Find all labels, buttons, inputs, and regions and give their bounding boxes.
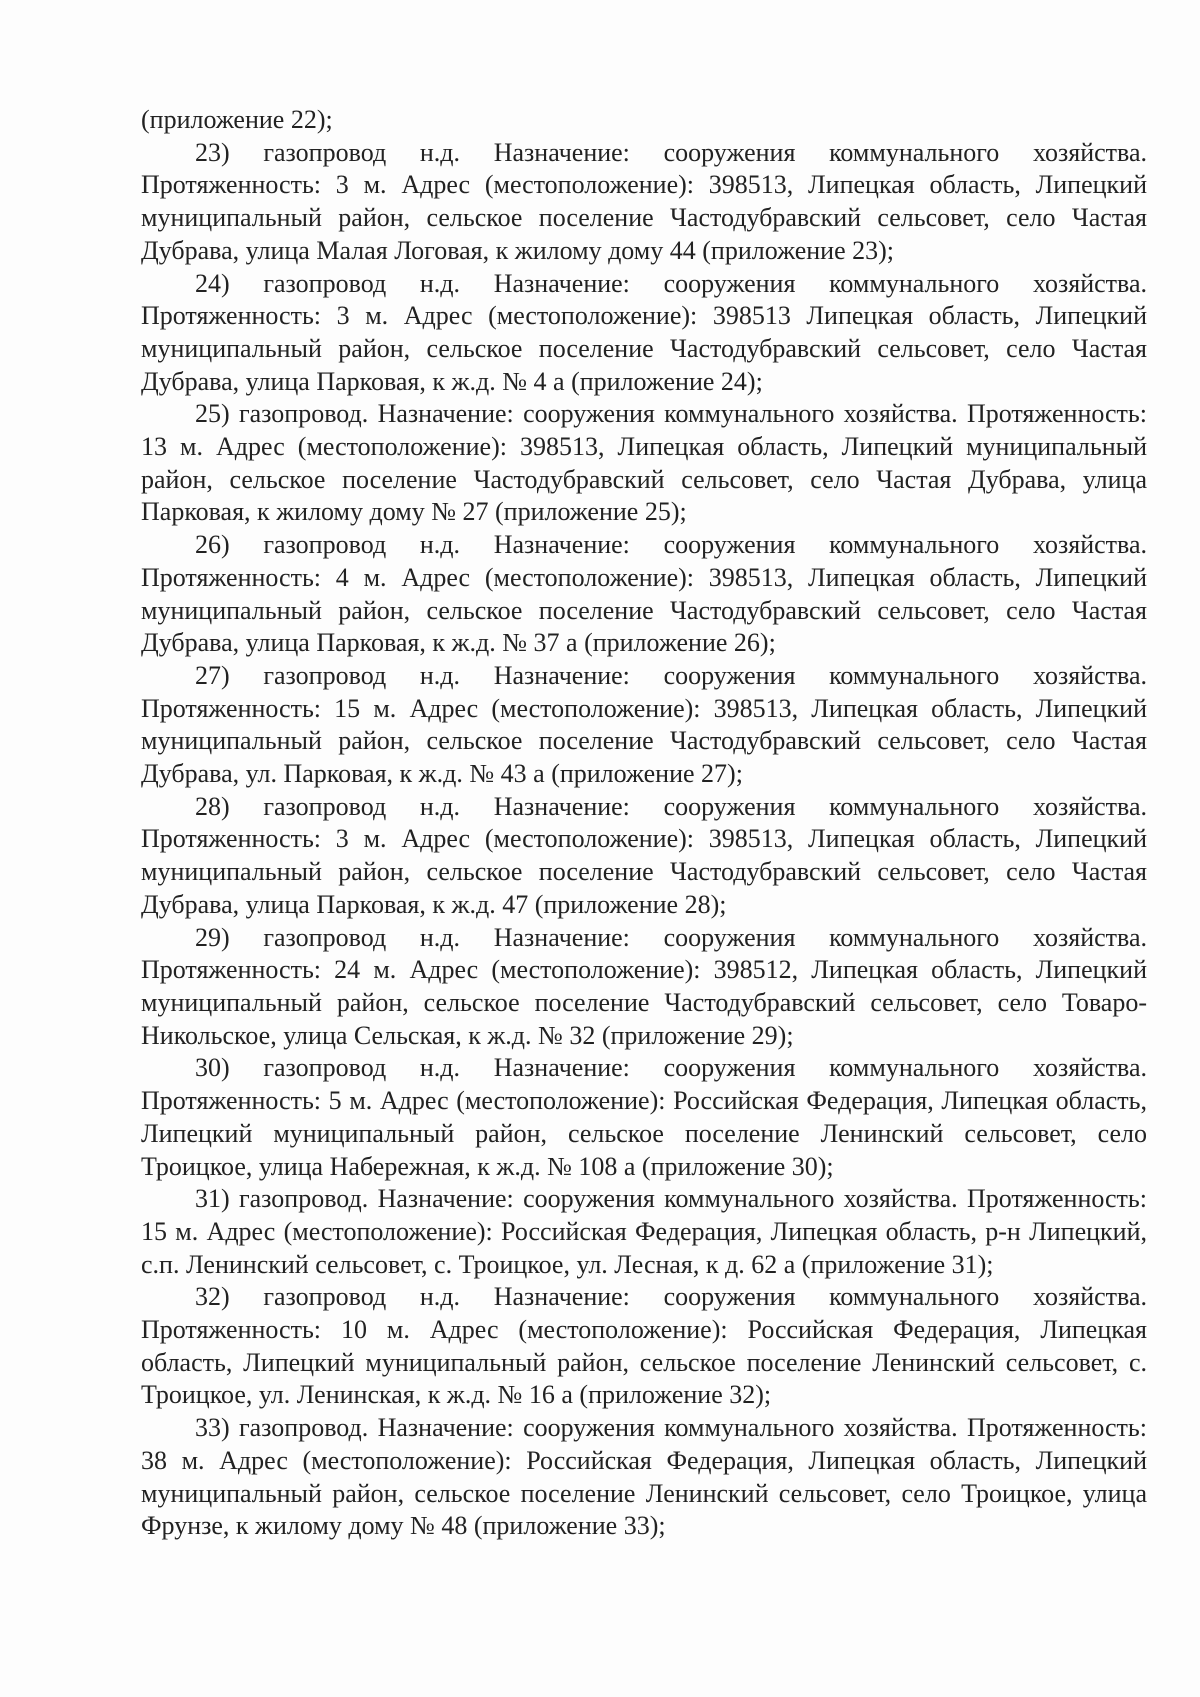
list-item-33: 33) газопровод. Назначение: сооружения коммунального хозяйства. Протяженность: 38 м. Адрес (местоположение): Российская Федерация, Липецкая область, Липецкий муниципальный район, сельское поселение Ленинский сельсовет, село Троицкое, улица Фрунзе, к жилому дому № 48 (приложение 33); <box>141 1413 1147 1541</box>
list-item-24: 24) газопровод н.д. Назначение: сооружения коммунального хозяйства. Протяженность: 3 м. Адрес (местоположение): 398513 Липецкая область, Липецкий муниципальный район, сельское поселение Частодубравский сельсовет, село Частая Дубрава, улица Парковая, к ж.д. № 4 а (приложение 24); <box>141 268 1147 396</box>
list-item-31: 31) газопровод. Назначение: сооружения коммунального хозяйства. Протяженность: 15 м. Адрес (местоположение): Российская Федерация, Липецкая область, р-н Липецкий, с.п. Ленинский сельсовет, с. Троицкое, ул. Лесная, к д. 62 а (приложение 31); <box>141 1184 1147 1279</box>
list-item-28: 28) газопровод н.д. Назначение: сооружения коммунального хозяйства. Протяженность: 3 м. Адрес (местоположение): 398513, Липецкая область, Липецкий муниципальный район, сельское поселение Частодубравский сельсовет, село Частая Дубрава, улица Парковая, к ж.д. 47 (приложение 28); <box>141 791 1147 919</box>
list-item-25: 25) газопровод. Назначение: сооружения коммунального хозяйства. Протяженность: 13 м. Адрес (местоположение): 398513, Липецкая область, Липецкий муниципальный район, сельское поселение Частодубравский сельсовет, село Частая Дубрава, улица Парковая, к жилому дому № 27 (приложение 25); <box>141 399 1147 527</box>
list-item-26: 26) газопровод н.д. Назначение: сооружения коммунального хозяйства. Протяженность: 4 м. Адрес (местоположение): 398513, Липецкая область, Липецкий муниципальный район, сельское поселение Частодубравский сельсовет, село Частая Дубрава, улица Парковая, к ж.д. № 37 а (приложение 26); <box>141 530 1147 658</box>
document-body <box>141 104 1147 1543</box>
continuation-line: (приложение 22); <box>141 105 333 134</box>
list-item-29: 29) газопровод н.д. Назначение: сооружения коммунального хозяйства. Протяженность: 24 м. Адрес (местоположение): 398512, Липецкая область, Липецкий муниципальный район, сельское поселение Частодубравский сельсовет, село Товаро-Никольское, улица Сельская, к ж.д. № 32 (приложение 29); <box>141 922 1147 1050</box>
list-item-23: 23) газопровод н.д. Назначение: сооружения коммунального хозяйства. Протяженность: 3 м. Адрес (местоположение): 398513, Липецкая область, Липецкий муниципальный район, сельское поселение Частодубравский сельсовет, село Частая Дубрава, улица Малая Логовая, к жилому дому 44 (приложение 23); <box>141 137 1147 265</box>
list-item-30: 30) газопровод н.д. Назначение: сооружения коммунального хозяйства. Протяженность: 5 м. Адрес (местоположение): Российская Федерация, Липецкая область, Липецкий муниципальный район, сельское поселение Ленинский сельсовет, село Троицкое, улица Набережная, к ж.д. № 108 а (приложение 30); <box>141 1053 1147 1181</box>
list-item-32: 32) газопровод н.д. Назначение: сооружения коммунального хозяйства. Протяженность: 10 м. Адрес (местоположение): Российская Федерация, Липецкая область, Липецкий муниципальный район, сельское поселение Ленинский сельсовет, с. Троицкое, ул. Ленинская, к ж.д. № 16 а (приложение 32); <box>141 1282 1147 1410</box>
list-item-27: 27) газопровод н.д. Назначение: сооружения коммунального хозяйства. Протяженность: 15 м. Адрес (местоположение): 398513, Липецкая область, Липецкий муниципальный район, сельское поселение Частодубравский сельсовет, село Частая Дубрава, ул. Парковая, к ж.д. № 43 а (приложение 27); <box>141 660 1147 789</box>
